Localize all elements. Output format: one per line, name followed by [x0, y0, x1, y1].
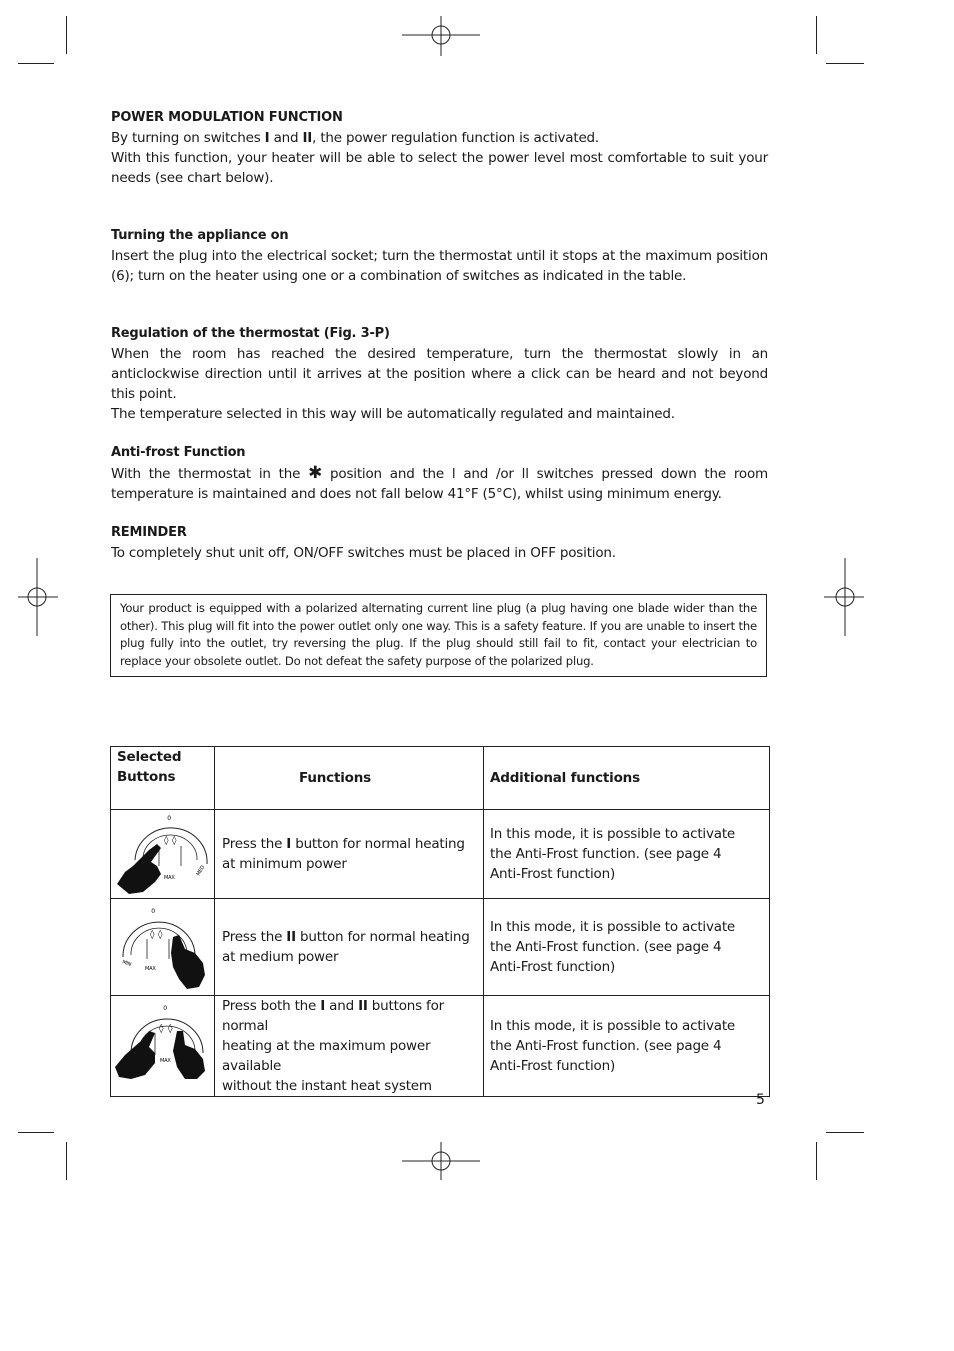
hand-pressing-left-button-icon — [111, 810, 213, 898]
bold-text: ✱ — [308, 463, 323, 483]
section-power-modulation — [111, 108, 768, 188]
text-run: To completely shut unit off, ON/OFF switches must be placed in OFF position. — [111, 545, 616, 561]
section-body — [111, 246, 768, 286]
text-run: and — [325, 998, 359, 1014]
additional-function-cell: In this mode, it is possible to activate the Anti-Frost function. (see page 4 Anti-Frost function) — [484, 810, 770, 899]
text-run: Press both the — [222, 998, 321, 1014]
table-row — [111, 899, 770, 996]
function-table — [110, 746, 770, 1097]
dial-max-label: MAX — [164, 875, 175, 881]
text-run: By turning on switches — [111, 130, 265, 146]
table-header-row — [111, 747, 770, 810]
text-run: button for normal heating at medium power — [222, 929, 470, 965]
text-run: With the thermostat in the — [111, 466, 309, 482]
page-number: 5 — [756, 1092, 765, 1108]
illustration-cell — [111, 899, 215, 996]
bold-text: II — [358, 998, 368, 1014]
table-row — [111, 810, 770, 899]
section-body — [111, 543, 768, 563]
dial-min-label: MIN — [121, 959, 132, 968]
text-run: Press the — [222, 836, 287, 852]
header-functions: Functions — [215, 747, 484, 810]
section-heading: Turning the appliance on — [111, 228, 289, 243]
illustration-cell — [111, 996, 215, 1097]
header-selected-buttons: Selected Buttons — [111, 747, 215, 810]
svg-text:◊: ◊ — [159, 1024, 164, 1034]
function-cell — [215, 899, 484, 996]
paragraph — [111, 543, 768, 563]
dial-zero-label: 0 — [163, 1005, 167, 1012]
text-run: The temperature selected in this way will be automatically regulated and maintained. — [111, 406, 675, 422]
additional-function-cell: In this mode, it is possible to activate the Anti-Frost function. (see page 4 Anti-Frost function) — [484, 996, 770, 1097]
text-run: and — [269, 130, 303, 146]
section-reminder — [111, 523, 768, 563]
section-turning-on — [111, 226, 768, 286]
bold-text: I — [264, 130, 270, 146]
svg-text:◊: ◊ — [158, 930, 163, 940]
hands-pressing-both-buttons-icon — [111, 1001, 213, 1091]
bold-text: II — [286, 929, 296, 945]
text-run: Press the — [222, 929, 287, 945]
paragraph — [111, 404, 768, 424]
function-cell — [215, 996, 484, 1097]
text-run: position and the l and /or ll switches pressed down the room temperature is maintained and does not fall below 41°F (5°C), whilst using minimum energy. — [111, 466, 768, 502]
section-heading: Regulation of the thermostat (Fig. 3-P) — [111, 326, 390, 341]
function-cell — [215, 810, 484, 899]
svg-text:◊: ◊ — [172, 836, 177, 846]
paragraph — [111, 246, 768, 286]
dial-mid-label: MED — [195, 864, 207, 877]
text-run: button for normal heating at minimum power — [222, 836, 465, 872]
svg-text:◊: ◊ — [168, 1024, 173, 1034]
section-body — [111, 128, 768, 188]
section-body — [111, 463, 768, 504]
registration-mark-left — [18, 558, 58, 636]
text-run: When the room has reached the desired temperature, turn the thermostat slowly in an anticlockwise direction until it arrives at the position where a click can be heard and not beyond this point. — [111, 346, 768, 402]
section-body — [111, 344, 768, 424]
paragraph — [111, 148, 768, 188]
dial-zero-label: 0 — [167, 815, 171, 822]
dial-max-label: MAX — [145, 966, 156, 972]
section-thermostat-regulation — [111, 324, 768, 424]
section-heading: POWER MODULATION FUNCTION — [111, 110, 343, 125]
text-run: With this function, your heater will be able to select the power level most comfortable to suit your needs (see chart below). — [111, 150, 768, 186]
header-additional-functions: Additional functions — [484, 747, 770, 810]
paragraph — [111, 344, 768, 404]
text-run: Insert the plug into the electrical socket; turn the thermostat until it stops at the maximum position (6); turn on the heater using one or a combination of switches as indicated in the table. — [111, 248, 768, 284]
table-row — [111, 996, 770, 1097]
dial-max-label: MAX — [160, 1058, 171, 1064]
svg-text:◊: ◊ — [164, 836, 169, 846]
paragraph — [111, 128, 768, 148]
text-run: , the power regulation function is activated. — [312, 130, 600, 146]
paragraph — [111, 463, 768, 504]
text-run: buttons for normal heating at the maximum power available without the instant heat system — [222, 998, 445, 1094]
section-heading: REMINDER — [111, 525, 187, 540]
hand-pressing-right-button-icon — [111, 899, 213, 995]
illustration-cell — [111, 810, 215, 899]
registration-mark-right — [824, 558, 864, 636]
svg-text:◊: ◊ — [150, 930, 155, 940]
polarized-plug-notice: Your product is equipped with a polarized alternating current line plug (a plug having one blade wider than the other). This plug will fit into the power outlet only one way. This is a safety feature. If you are unable to insert the plug fully into the outlet, try reversing the plug. If the plug should still fail to fit, contact your electrician to replace your obsolete outlet. Do not defeat the safety purpose of the polarized plug. — [110, 594, 767, 677]
bold-text: II — [302, 130, 313, 146]
additional-function-cell: In this mode, it is possible to activate the Anti-Frost function. (see page 4 Anti-Frost function) — [484, 899, 770, 996]
bold-text: I — [286, 836, 292, 852]
bold-text: I — [320, 998, 326, 1014]
dial-zero-label: 0 — [151, 908, 155, 915]
registration-mark-bottom — [402, 1142, 480, 1180]
section-heading: Anti-frost Function — [111, 445, 246, 460]
section-anti-frost — [111, 443, 768, 504]
registration-mark-top — [402, 16, 480, 56]
